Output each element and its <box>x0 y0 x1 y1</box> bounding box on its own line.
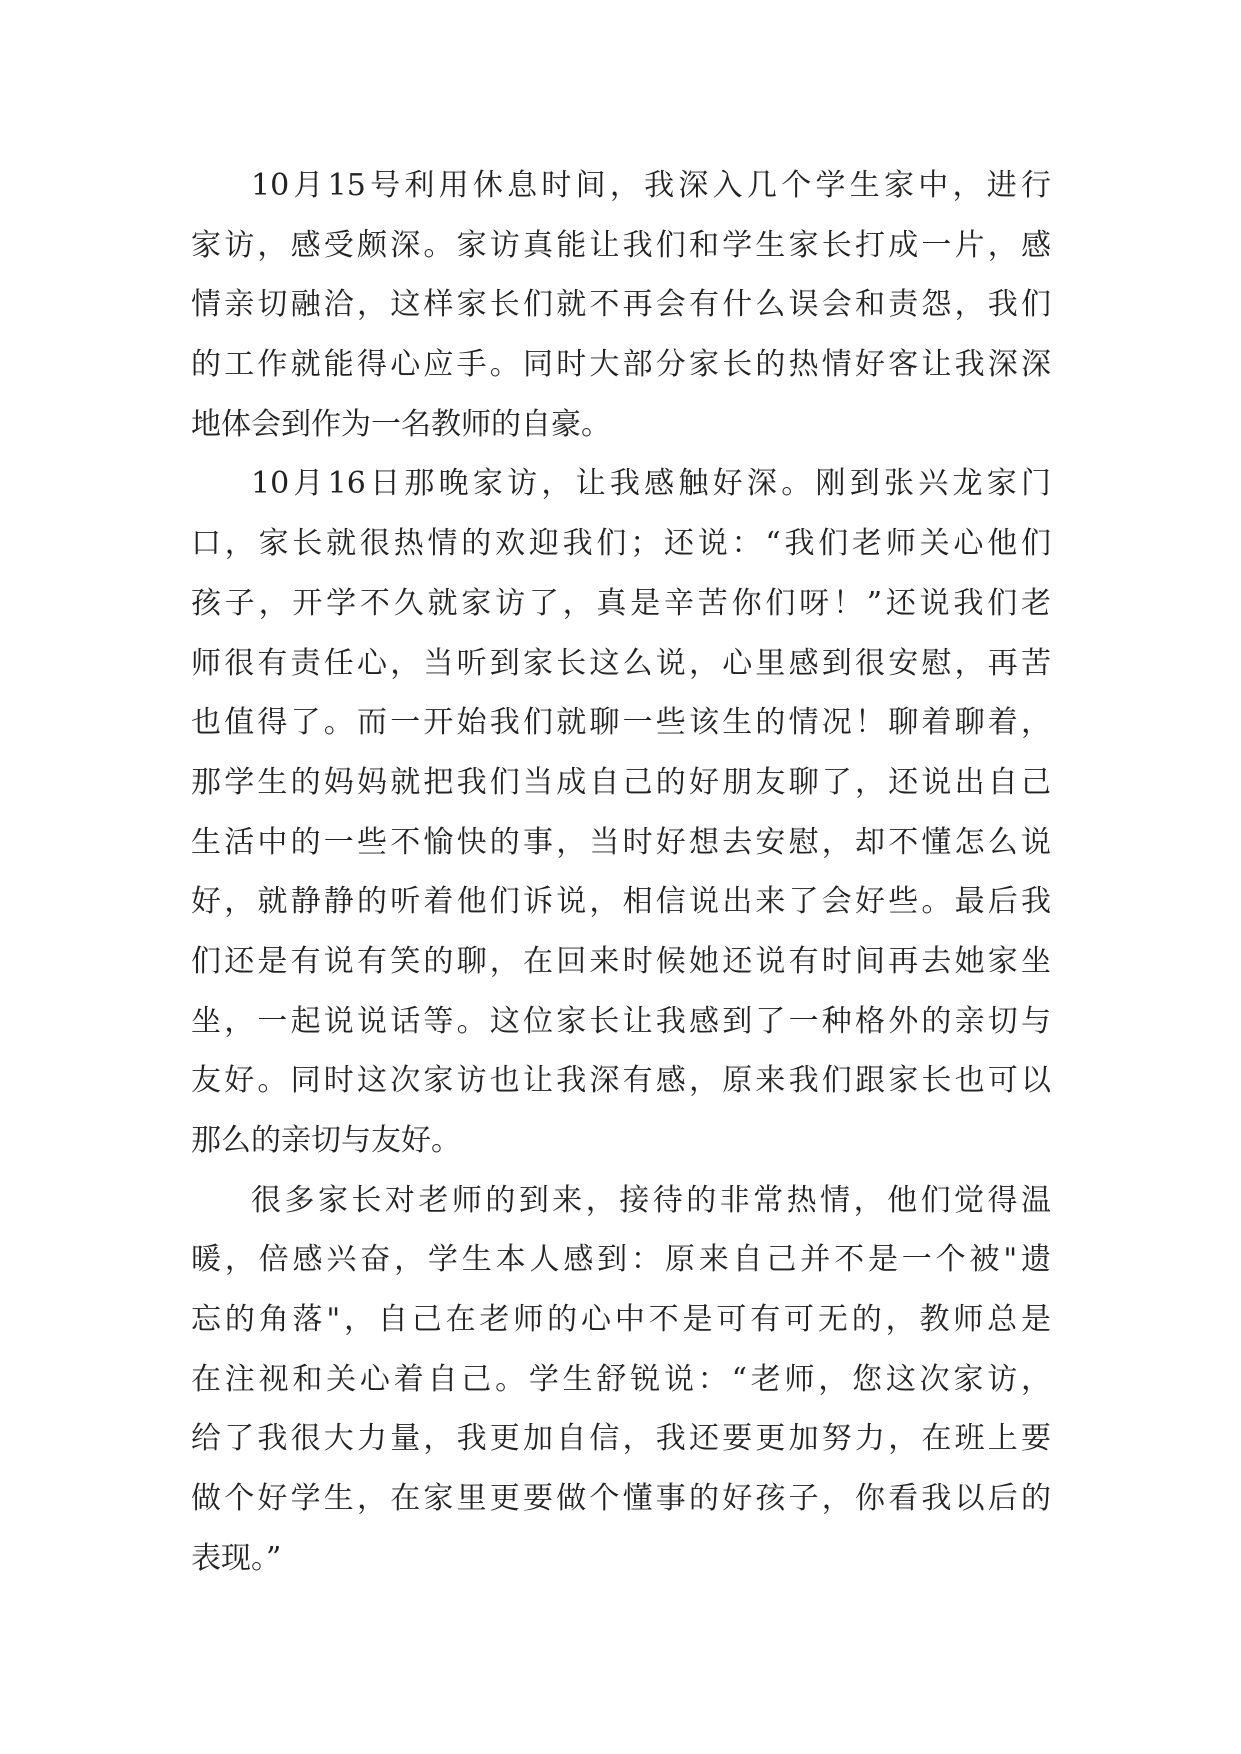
text-line: 口，家长就很热情的欢迎我们；还说：“我们老师关心他们 <box>191 526 1051 562</box>
text-line: 做个好学生，在家里更要做个懂事的好孩子，你看我以后的 <box>191 1481 1051 1517</box>
text-line: 好，就静静的听着他们诉说，相信说出来了会好些。最后我 <box>191 884 1051 920</box>
text-line: 10月15号利用休息时间，我深入几个学生家中，进行 <box>251 168 1051 203</box>
text-line: 情亲切融洽，这样家长们就不再会有什么误会和责怨，我们 <box>191 287 1051 323</box>
text-line: 生活中的一些不愉快的事，当时好想去安慰，却不懂怎么说 <box>191 824 1051 860</box>
text-line: 很多家长对老师的到来，接待的非常热情，他们觉得温 <box>251 1182 1051 1218</box>
text-line: 忘的角落"，自己在老师的心中不是可有可无的，教师总是 <box>191 1302 1051 1338</box>
text-line: 暖，倍感兴奋，学生本人感到：原来自己并不是一个被"遗 <box>191 1242 1051 1278</box>
text-line: 表现。” <box>191 1540 282 1576</box>
text-line: 10月16日那晚家访，让我感触好深。刚到张兴龙家门 <box>251 466 1051 502</box>
text-line: 友好。同时这次家访也让我深有感，原来我们跟家长也可以 <box>191 1063 1051 1099</box>
paragraph-1 <box>191 156 1051 454</box>
text-line: 也值得了。而一开始我们就聊一些该生的情况！聊着聊着， <box>191 705 1051 741</box>
text-line: 在注视和关心着自己。学生舒锐说：“老师，您这次家访， <box>191 1361 1051 1397</box>
text-line: 师很有责任心，当听到家长这么说，心里感到很安慰，再苦 <box>191 645 1051 681</box>
paragraph-2 <box>191 454 1051 1170</box>
text-line: 那么的亲切与友好。 <box>191 1123 461 1158</box>
text-line: 孩子，开学不久就家访了，真是辛苦你们呀！”还说我们老 <box>191 585 1051 621</box>
text-line: 给了我很大力量，我更加自信，我还要更加努力，在班上要 <box>191 1421 1051 1457</box>
paragraph-3 <box>191 1171 1051 1589</box>
text-line: 坐，一起说说话等。这位家长让我感到了一种格外的亲切与 <box>191 1003 1051 1039</box>
text-line: 们还是有说有笑的聊，在回来时候她还说有时间再去她家坐 <box>191 943 1051 979</box>
text-line: 家访，感受颇深。家访真能让我们和学生家长打成一片，感 <box>191 227 1051 263</box>
text-line: 那学生的妈妈就把我们当成自己的好朋友聊了，还说出自己 <box>191 764 1051 800</box>
document-body <box>191 156 1051 1589</box>
text-line: 地体会到作为一名教师的自豪。 <box>191 406 611 442</box>
text-line: 的工作就能得心应手。同时大部分家长的热情好客让我深深 <box>191 347 1051 383</box>
